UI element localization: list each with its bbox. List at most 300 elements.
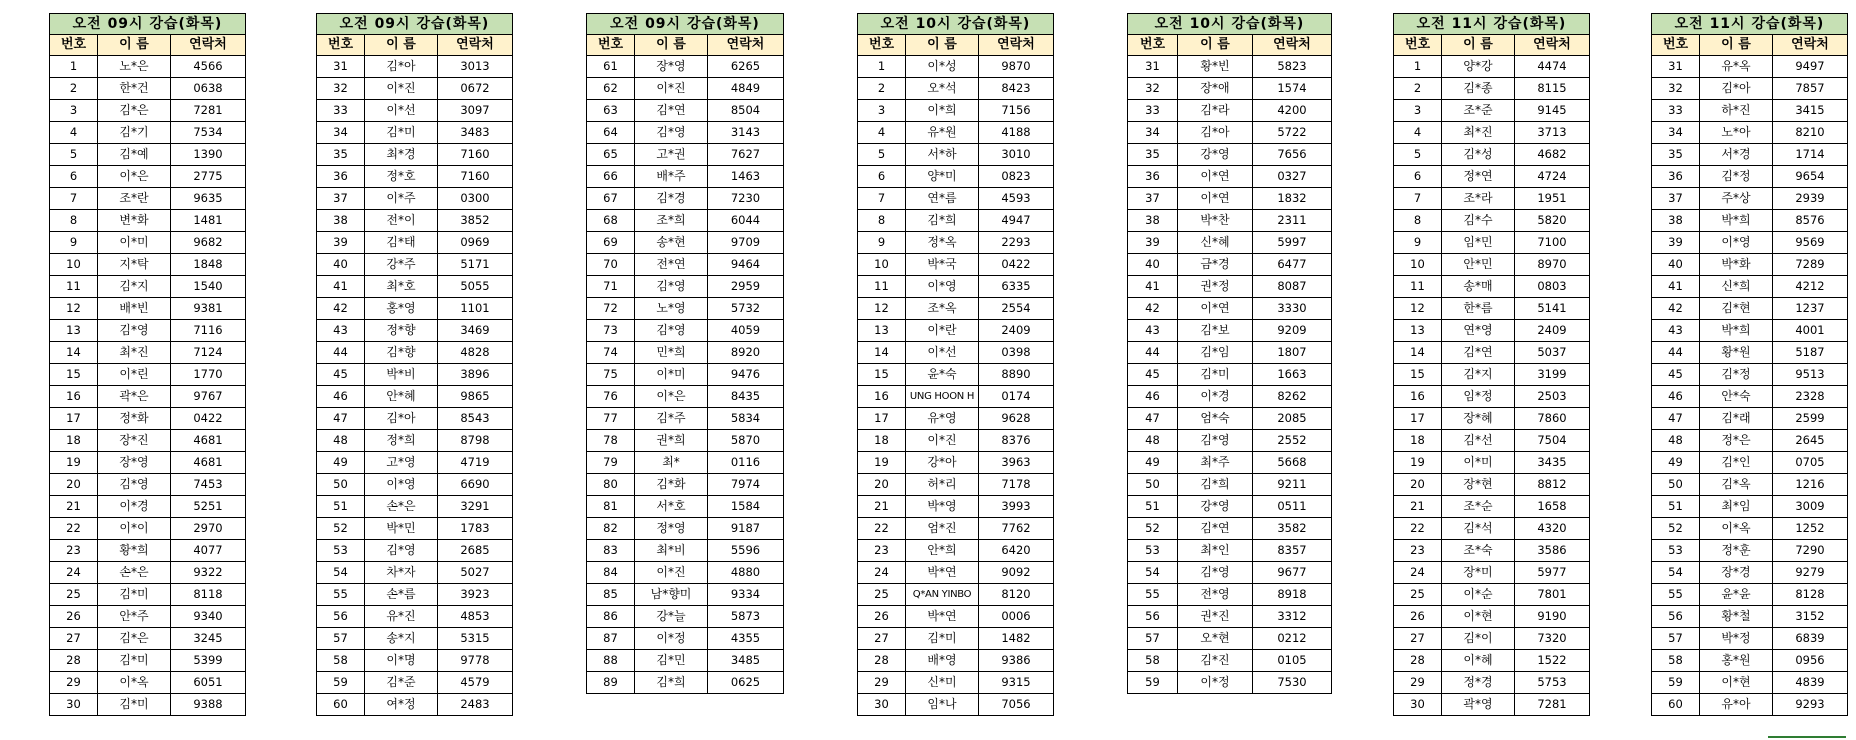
cell-phone: 9187 xyxy=(708,518,784,540)
table-row xyxy=(858,188,1054,210)
cell-phone: 5668 xyxy=(1253,452,1332,474)
table-row xyxy=(50,474,246,496)
cell-phone: 9677 xyxy=(1253,562,1332,584)
cell-phone: 1584 xyxy=(708,496,784,518)
table-row xyxy=(858,584,1054,606)
cell-number: 12 xyxy=(50,298,98,320)
cell-number: 13 xyxy=(1394,320,1442,342)
table-row xyxy=(1128,474,1332,496)
table-row xyxy=(1394,100,1590,122)
cell-phone: 4077 xyxy=(171,540,246,562)
table-row xyxy=(1652,276,1848,298)
cell-name: 안*숙 xyxy=(1700,386,1773,408)
table-row xyxy=(587,650,784,672)
cell-phone: 4724 xyxy=(1515,166,1590,188)
cell-name: 정*옥 xyxy=(906,232,979,254)
cell-phone: 5596 xyxy=(708,540,784,562)
cell-phone: 2775 xyxy=(171,166,246,188)
table-row xyxy=(50,408,246,430)
table-row xyxy=(317,562,513,584)
table-row xyxy=(1652,694,1848,716)
cell-phone: 5722 xyxy=(1253,122,1332,144)
cell-phone: 4853 xyxy=(438,606,513,628)
cell-number: 71 xyxy=(587,276,635,298)
cell-number: 47 xyxy=(317,408,365,430)
cell-phone: 7656 xyxy=(1253,144,1332,166)
cell-name: 임*민 xyxy=(1442,232,1515,254)
cell-phone: 3013 xyxy=(438,56,513,78)
cell-name: 이*옥 xyxy=(1700,518,1773,540)
cell-phone: 2328 xyxy=(1773,386,1848,408)
cell-number: 86 xyxy=(587,606,635,628)
table-row xyxy=(1652,78,1848,100)
table-row xyxy=(1394,584,1590,606)
cell-phone: 1658 xyxy=(1515,496,1590,518)
cell-phone: 4849 xyxy=(708,78,784,100)
table-row xyxy=(317,452,513,474)
cell-number: 48 xyxy=(317,430,365,452)
cell-number: 50 xyxy=(1652,474,1700,496)
cell-phone: 0625 xyxy=(708,672,784,694)
table-row xyxy=(1394,386,1590,408)
cell-number: 70 xyxy=(587,254,635,276)
cell-phone: 0300 xyxy=(438,188,513,210)
cell-name: 최*인 xyxy=(1178,540,1253,562)
cell-number: 49 xyxy=(1652,452,1700,474)
table-row xyxy=(1128,210,1332,232)
table-row xyxy=(587,474,784,496)
table-row xyxy=(1128,342,1332,364)
cell-name: 이*진 xyxy=(365,78,438,100)
table-row xyxy=(50,694,246,716)
cell-phone: 5870 xyxy=(708,430,784,452)
cell-phone: 1482 xyxy=(979,628,1054,650)
cell-number: 40 xyxy=(1652,254,1700,276)
cell-phone: 1252 xyxy=(1773,518,1848,540)
cell-phone: 1101 xyxy=(438,298,513,320)
cell-name: 이*미 xyxy=(635,364,708,386)
cell-number: 74 xyxy=(587,342,635,364)
cell-phone: 0105 xyxy=(1253,650,1332,672)
table-row xyxy=(50,606,246,628)
table-row xyxy=(858,562,1054,584)
cell-name: 이*경 xyxy=(98,496,171,518)
cell-phone: 0511 xyxy=(1253,496,1332,518)
table-row xyxy=(1394,232,1590,254)
cell-phone: 9709 xyxy=(708,232,784,254)
table-row xyxy=(587,276,784,298)
cell-phone: 7974 xyxy=(708,474,784,496)
cell-phone: 7160 xyxy=(438,144,513,166)
cell-phone: 2645 xyxy=(1773,430,1848,452)
column-header-name: 이 름 xyxy=(635,35,708,56)
cell-number: 43 xyxy=(1652,320,1700,342)
cell-phone: 4681 xyxy=(171,452,246,474)
cell-number: 15 xyxy=(858,364,906,386)
cell-number: 11 xyxy=(858,276,906,298)
table-row xyxy=(1652,342,1848,364)
table-row xyxy=(1652,408,1848,430)
cell-number: 31 xyxy=(317,56,365,78)
cell-number: 18 xyxy=(50,430,98,452)
table-row xyxy=(1652,100,1848,122)
cell-phone: 7178 xyxy=(979,474,1054,496)
table-row xyxy=(1652,562,1848,584)
cell-number: 32 xyxy=(317,78,365,100)
cell-number: 11 xyxy=(1394,276,1442,298)
cell-name: 최*진 xyxy=(98,342,171,364)
table-row xyxy=(1128,144,1332,166)
cell-name: 김*은 xyxy=(98,100,171,122)
cell-phone: 3009 xyxy=(1773,496,1848,518)
cell-name: 이*정 xyxy=(635,628,708,650)
table-row xyxy=(1128,430,1332,452)
cell-number: 52 xyxy=(1128,518,1178,540)
table-row xyxy=(587,188,784,210)
cell-name: 조*숙 xyxy=(1442,540,1515,562)
table-row xyxy=(1128,584,1332,606)
cell-number: 72 xyxy=(587,298,635,320)
cell-number: 2 xyxy=(1394,78,1442,100)
cell-phone: 7281 xyxy=(1515,694,1590,716)
cell-phone: 1848 xyxy=(171,254,246,276)
table-row xyxy=(587,144,784,166)
cell-name: 박*연 xyxy=(906,606,979,628)
cell-name: 배*영 xyxy=(906,650,979,672)
cell-phone: 0638 xyxy=(171,78,246,100)
roster-table-3 xyxy=(586,13,784,694)
cell-phone: 2311 xyxy=(1253,210,1332,232)
cell-phone: 4880 xyxy=(708,562,784,584)
table-row xyxy=(1394,144,1590,166)
table-row xyxy=(1652,540,1848,562)
cell-number: 87 xyxy=(587,628,635,650)
table-row xyxy=(587,496,784,518)
cell-number: 23 xyxy=(50,540,98,562)
column-header-number: 번호 xyxy=(1652,35,1700,56)
cell-name: 김*라 xyxy=(1178,100,1253,122)
cell-number: 63 xyxy=(587,100,635,122)
cell-phone: 5873 xyxy=(708,606,784,628)
table-row xyxy=(317,166,513,188)
cell-number: 15 xyxy=(1394,364,1442,386)
cell-name: UNG HOON H xyxy=(906,386,979,408)
table-row xyxy=(1652,672,1848,694)
cell-name: 김*준 xyxy=(365,672,438,694)
table-row xyxy=(858,452,1054,474)
cell-phone: 5027 xyxy=(438,562,513,584)
cell-number: 30 xyxy=(858,694,906,716)
table-row xyxy=(50,56,246,78)
table-row xyxy=(858,78,1054,100)
cell-phone: 5753 xyxy=(1515,672,1590,694)
table-row xyxy=(1652,364,1848,386)
cell-number: 81 xyxy=(587,496,635,518)
cell-number: 34 xyxy=(1652,122,1700,144)
cell-number: 43 xyxy=(1128,320,1178,342)
cell-number: 89 xyxy=(587,672,635,694)
table-row xyxy=(50,166,246,188)
cell-name: 정*향 xyxy=(365,320,438,342)
cell-number: 34 xyxy=(317,122,365,144)
cell-phone: 0174 xyxy=(979,386,1054,408)
column-header-number: 번호 xyxy=(858,35,906,56)
table-row xyxy=(1394,210,1590,232)
table-row xyxy=(858,606,1054,628)
cell-name: 김*미 xyxy=(98,694,171,716)
cell-phone: 3097 xyxy=(438,100,513,122)
cell-number: 16 xyxy=(858,386,906,408)
table-row xyxy=(1652,166,1848,188)
cell-name: 장*애 xyxy=(1178,78,1253,100)
cell-number: 17 xyxy=(1394,408,1442,430)
cell-number: 37 xyxy=(1128,188,1178,210)
cell-phone: 0422 xyxy=(979,254,1054,276)
table-row xyxy=(1652,386,1848,408)
cell-phone: 4681 xyxy=(171,430,246,452)
table-row xyxy=(1394,606,1590,628)
cell-number: 50 xyxy=(317,474,365,496)
cell-name: 손*은 xyxy=(98,562,171,584)
cell-phone: 7230 xyxy=(708,188,784,210)
table-row xyxy=(317,144,513,166)
cell-name: 김*진 xyxy=(1178,650,1253,672)
cell-name: 김*희 xyxy=(635,672,708,694)
cell-name: 김*미 xyxy=(1178,364,1253,386)
cell-phone: 9388 xyxy=(171,694,246,716)
cell-number: 29 xyxy=(858,672,906,694)
cell-phone: 5171 xyxy=(438,254,513,276)
table-row xyxy=(858,496,1054,518)
table-row xyxy=(1652,56,1848,78)
cell-phone: 5834 xyxy=(708,408,784,430)
cell-name: 김*아 xyxy=(1178,122,1253,144)
cell-name: 조*옥 xyxy=(906,298,979,320)
cell-name: 고*권 xyxy=(635,144,708,166)
cell-phone: 3312 xyxy=(1253,606,1332,628)
cell-name: 정*연 xyxy=(1442,166,1515,188)
cell-name: 정*호 xyxy=(365,166,438,188)
cell-phone: 1481 xyxy=(171,210,246,232)
cell-number: 39 xyxy=(1128,232,1178,254)
cell-name: 홍*영 xyxy=(365,298,438,320)
cell-phone: 3993 xyxy=(979,496,1054,518)
cell-number: 14 xyxy=(1394,342,1442,364)
cell-phone: 1770 xyxy=(171,364,246,386)
table-row xyxy=(1128,166,1332,188)
cell-phone: 7124 xyxy=(171,342,246,364)
cell-name: 양*강 xyxy=(1442,56,1515,78)
cell-number: 2 xyxy=(858,78,906,100)
cell-number: 84 xyxy=(587,562,635,584)
table-row xyxy=(858,320,1054,342)
cell-phone: 4719 xyxy=(438,452,513,474)
table-row xyxy=(317,188,513,210)
cell-name: 박*국 xyxy=(906,254,979,276)
cell-phone: 1574 xyxy=(1253,78,1332,100)
cell-number: 8 xyxy=(50,210,98,232)
cell-number: 38 xyxy=(1128,210,1178,232)
table-row xyxy=(1394,672,1590,694)
cell-name: 이*성 xyxy=(906,56,979,78)
cell-name: 권*정 xyxy=(1178,276,1253,298)
cell-name: 노*아 xyxy=(1700,122,1773,144)
cell-number: 69 xyxy=(587,232,635,254)
cell-phone: 9092 xyxy=(979,562,1054,584)
table-row xyxy=(1128,672,1332,694)
cell-number: 59 xyxy=(1128,672,1178,694)
table-row xyxy=(1394,342,1590,364)
cell-number: 4 xyxy=(50,122,98,144)
cell-name: 김*인 xyxy=(1700,452,1773,474)
table-row xyxy=(858,342,1054,364)
column-header-name: 이 름 xyxy=(365,35,438,56)
cell-name: 연*름 xyxy=(906,188,979,210)
cell-number: 41 xyxy=(1652,276,1700,298)
cell-number: 6 xyxy=(858,166,906,188)
table-row xyxy=(858,166,1054,188)
cell-number: 5 xyxy=(1394,144,1442,166)
cell-phone: 9767 xyxy=(171,386,246,408)
cell-phone: 3582 xyxy=(1253,518,1332,540)
cell-number: 64 xyxy=(587,122,635,144)
cell-phone: 9464 xyxy=(708,254,784,276)
cell-name: 이*영 xyxy=(1700,232,1773,254)
table-row xyxy=(1394,188,1590,210)
cell-number: 3 xyxy=(1394,100,1442,122)
cell-number: 32 xyxy=(1128,78,1178,100)
cell-phone: 1522 xyxy=(1515,650,1590,672)
cell-name: 전*영 xyxy=(1178,584,1253,606)
table-row xyxy=(317,100,513,122)
cell-name: 유*진 xyxy=(365,606,438,628)
cell-number: 8 xyxy=(858,210,906,232)
cell-name: 장*영 xyxy=(98,452,171,474)
cell-number: 5 xyxy=(50,144,98,166)
cell-name: 김*아 xyxy=(365,408,438,430)
cell-name: 이*희 xyxy=(906,100,979,122)
cell-number: 16 xyxy=(1394,386,1442,408)
cell-phone: 7100 xyxy=(1515,232,1590,254)
cell-phone: 6051 xyxy=(171,672,246,694)
cell-number: 60 xyxy=(1652,694,1700,716)
column-header-phone: 연락처 xyxy=(979,35,1054,56)
cell-name: 이*연 xyxy=(1178,188,1253,210)
roster-table-5 xyxy=(1127,13,1332,694)
table-row xyxy=(1394,474,1590,496)
cell-name: 김*영 xyxy=(98,320,171,342)
cell-number: 49 xyxy=(1128,452,1178,474)
cell-phone: 6420 xyxy=(979,540,1054,562)
table-row xyxy=(1394,540,1590,562)
cell-phone: 5732 xyxy=(708,298,784,320)
cell-phone: 1390 xyxy=(171,144,246,166)
cell-name: 정*은 xyxy=(1700,430,1773,452)
cell-number: 41 xyxy=(317,276,365,298)
cell-number: 77 xyxy=(587,408,635,430)
cell-phone: 8890 xyxy=(979,364,1054,386)
cell-name: 장*혜 xyxy=(1442,408,1515,430)
cell-number: 2 xyxy=(50,78,98,100)
cell-number: 22 xyxy=(858,518,906,540)
table-row xyxy=(1394,518,1590,540)
table-row xyxy=(317,122,513,144)
cell-number: 29 xyxy=(50,672,98,694)
column-header-number: 번호 xyxy=(317,35,365,56)
cell-number: 27 xyxy=(1394,628,1442,650)
cell-phone: 8798 xyxy=(438,430,513,452)
cell-name: 김*미 xyxy=(98,650,171,672)
cell-phone: 8435 xyxy=(708,386,784,408)
cell-name: 김*영 xyxy=(635,276,708,298)
cell-number: 25 xyxy=(858,584,906,606)
cell-phone: 7320 xyxy=(1515,628,1590,650)
cell-number: 43 xyxy=(317,320,365,342)
cell-phone: 7289 xyxy=(1773,254,1848,276)
table-row xyxy=(858,386,1054,408)
cell-name: 김*기 xyxy=(98,122,171,144)
cell-number: 24 xyxy=(1394,562,1442,584)
cell-name: 박*연 xyxy=(906,562,979,584)
cell-phone: 7156 xyxy=(979,100,1054,122)
table-row xyxy=(1128,364,1332,386)
cell-name: 지*탁 xyxy=(98,254,171,276)
cell-phone: 8118 xyxy=(171,584,246,606)
cell-name: 정*화 xyxy=(98,408,171,430)
table-row xyxy=(587,210,784,232)
cell-name: 박*정 xyxy=(1700,628,1773,650)
table-row xyxy=(1652,496,1848,518)
table-row xyxy=(1394,122,1590,144)
cell-phone: 8812 xyxy=(1515,474,1590,496)
table-title: 오전 09시 강습(화목) xyxy=(587,14,784,35)
cell-name: 이*진 xyxy=(906,430,979,452)
table-row xyxy=(1128,386,1332,408)
cell-number: 3 xyxy=(858,100,906,122)
table-row xyxy=(1394,694,1590,716)
table-row xyxy=(587,342,784,364)
table-row xyxy=(50,276,246,298)
column-header-phone: 연락처 xyxy=(1253,35,1332,56)
cell-phone: 0422 xyxy=(171,408,246,430)
cell-phone: 5187 xyxy=(1773,342,1848,364)
table-row xyxy=(587,672,784,694)
cell-name: 임*나 xyxy=(906,694,979,716)
cell-number: 13 xyxy=(50,320,98,342)
table-row xyxy=(858,672,1054,694)
cell-phone: 4212 xyxy=(1773,276,1848,298)
cell-number: 19 xyxy=(858,452,906,474)
cell-number: 10 xyxy=(858,254,906,276)
cell-number: 28 xyxy=(50,650,98,672)
cell-phone: 9322 xyxy=(171,562,246,584)
cell-name: 이*연 xyxy=(1178,298,1253,320)
cell-phone: 4001 xyxy=(1773,320,1848,342)
cell-phone: 3245 xyxy=(171,628,246,650)
cell-phone: 5997 xyxy=(1253,232,1332,254)
cell-phone: 9497 xyxy=(1773,56,1848,78)
cell-phone: 0398 xyxy=(979,342,1054,364)
cell-phone: 9513 xyxy=(1773,364,1848,386)
cell-number: 18 xyxy=(858,430,906,452)
table-title: 오전 10시 강습(화목) xyxy=(858,14,1054,35)
cell-name: 이*옥 xyxy=(98,672,171,694)
cell-name: 장*진 xyxy=(98,430,171,452)
table-row xyxy=(1128,650,1332,672)
table-row xyxy=(1128,188,1332,210)
cell-name: 장*현 xyxy=(1442,474,1515,496)
cell-name: 김*영 xyxy=(1178,430,1253,452)
